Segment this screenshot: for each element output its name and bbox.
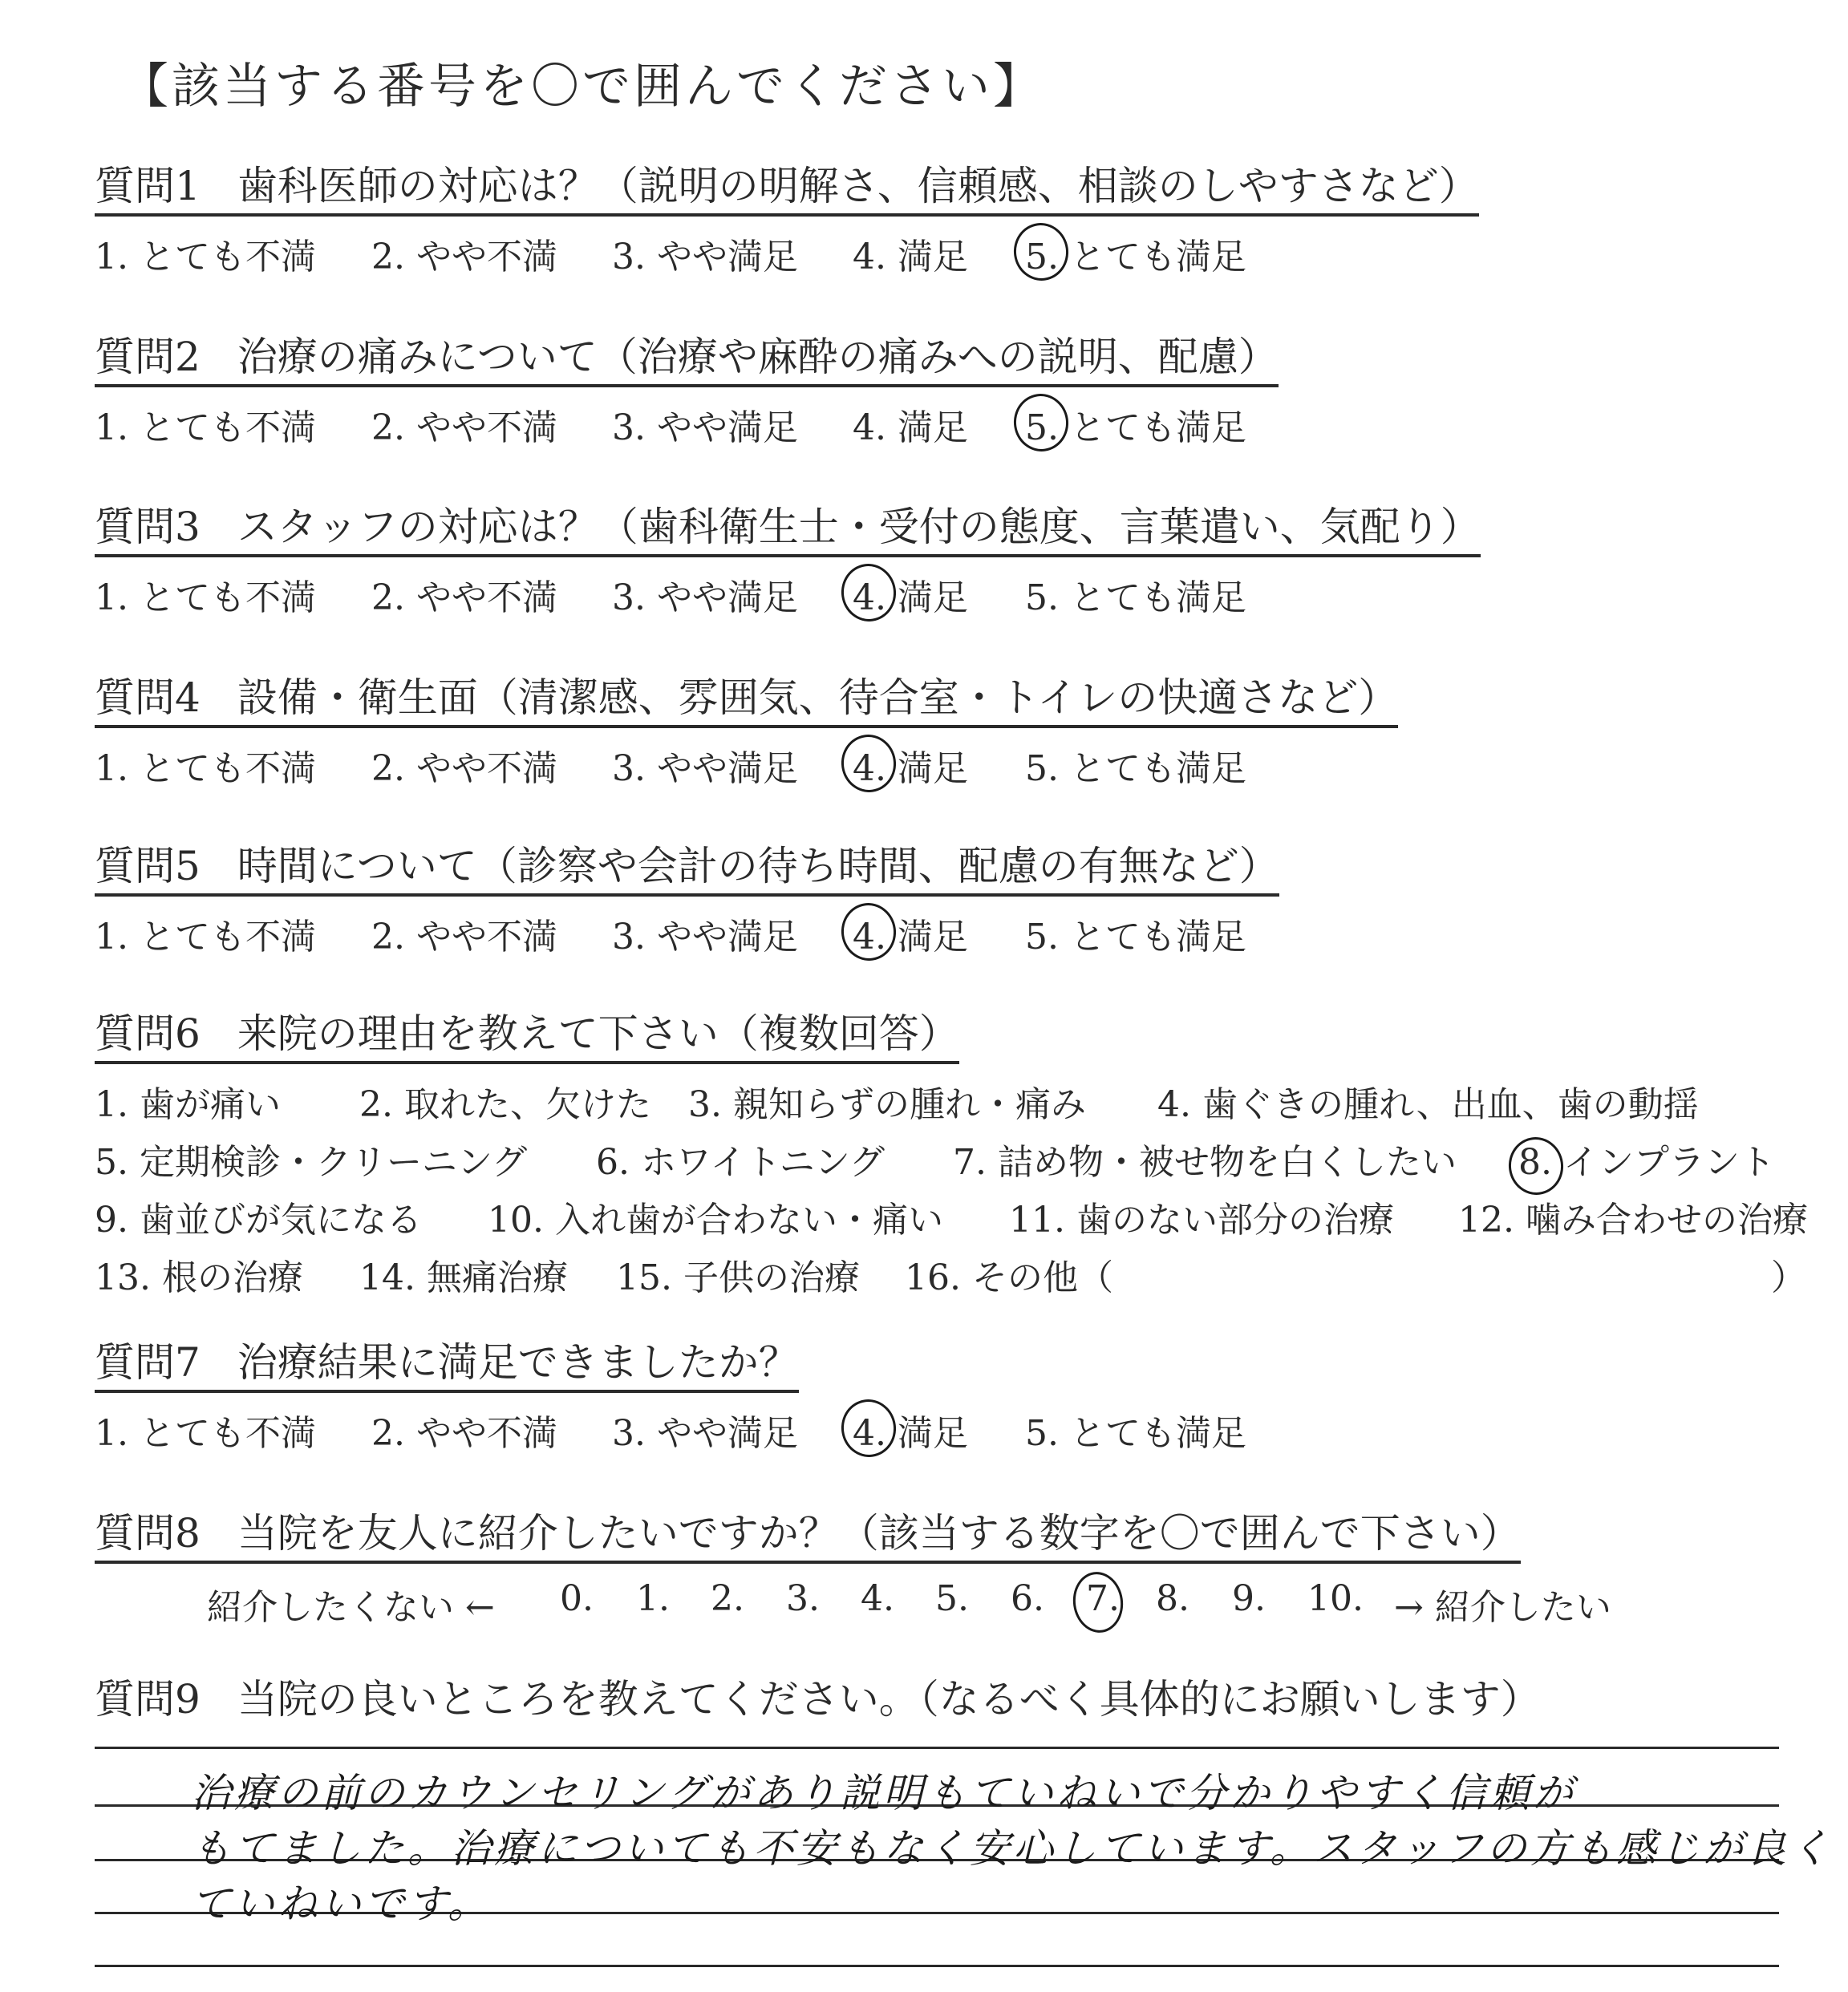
- selected-circle: 4. 満足: [853, 908, 968, 959]
- rating-option-1[interactable]: 1. とても不満: [95, 748, 316, 789]
- reason-item-9[interactable]: 9. 歯並びが気になる: [95, 1200, 422, 1241]
- rating-option-5-selected[interactable]: [1025, 228, 1246, 279]
- reason-item-5[interactable]: 5. 定期検診・クリーニング: [95, 1142, 528, 1183]
- question-number: 質問9: [95, 1676, 201, 1723]
- question-text: 来院の理由を教えて下さい（複数回答）: [237, 1010, 959, 1057]
- question-heading: [95, 335, 1279, 387]
- answer-rule-line: [95, 1747, 1779, 1749]
- rating-option-3[interactable]: 3. やや満足: [612, 1413, 798, 1454]
- reason-item-4[interactable]: 4. 歯ぐきの腫れ、出血、歯の動揺: [1157, 1084, 1699, 1125]
- question-text: 歯科医師の対応は？（説明の明解さ、信頼感、相談のしやすさなど）: [237, 163, 1479, 209]
- rating-option-2[interactable]: 2. やや不満: [371, 917, 557, 958]
- handwritten-answer-line-3: ていねいです。: [191, 1881, 491, 1927]
- scale-value-2[interactable]: 2.: [711, 1578, 744, 1619]
- reason-item-16[interactable]: 16. その他（: [905, 1257, 1113, 1298]
- rating-option-4-selected[interactable]: [853, 1404, 968, 1456]
- rating-option-4-selected[interactable]: [853, 739, 968, 791]
- question-9: [95, 1678, 1827, 1722]
- rating-option-3[interactable]: 3. やや満足: [612, 748, 798, 789]
- reason-item-14[interactable]: 14. 無痛治療: [359, 1257, 568, 1298]
- page-title: 【該当する番号を〇で囲んでください】: [120, 59, 1044, 115]
- rating-option-3[interactable]: 3. やや満足: [612, 407, 798, 448]
- rating-option-2[interactable]: 2. やや不満: [371, 237, 557, 277]
- question-8: [95, 1512, 1827, 1634]
- question-number: 質問1: [95, 163, 201, 209]
- rating-option-5[interactable]: 5. とても満足: [1025, 748, 1246, 789]
- reason-item-8-selected[interactable]: 8. インプラント: [1518, 1142, 1775, 1183]
- rating-option-4-selected[interactable]: [853, 908, 968, 959]
- handwritten-answer-line-2: もてました。治療についても不安もなく安心しています。スタッフの方も感じが良く: [191, 1825, 1833, 1872]
- reason-item-6[interactable]: 6. ホワイトニング: [596, 1142, 886, 1183]
- question-text: 治療結果に満足できましたか？: [237, 1339, 799, 1386]
- reason-row: [95, 1075, 1827, 1133]
- question-number: 質問2: [95, 334, 201, 380]
- question-heading: [95, 164, 1479, 217]
- rating-option-4-selected[interactable]: [853, 569, 968, 620]
- rating-option-3[interactable]: 3. やや満足: [612, 237, 798, 277]
- question-heading: [95, 1341, 799, 1393]
- scale-value-4[interactable]: 4.: [861, 1578, 894, 1619]
- rating-option-2[interactable]: 2. やや不満: [371, 577, 557, 618]
- question-number: 質問6: [95, 1010, 201, 1057]
- rating-option-4[interactable]: 4. 満足: [853, 407, 968, 448]
- rating-option-2[interactable]: 2. やや不満: [371, 748, 557, 789]
- question-5: [95, 844, 1827, 964]
- rating-option-5[interactable]: 5. とても満足: [1025, 1413, 1246, 1454]
- selected-circle: 5. とても満足: [1025, 228, 1246, 279]
- question-2: [95, 335, 1827, 455]
- question-number: 質問7: [95, 1339, 201, 1386]
- scale-value-10[interactable]: 10.: [1307, 1578, 1364, 1619]
- reason-item-7[interactable]: 7. 詰め物・被せ物を白くしたい: [953, 1142, 1457, 1183]
- scale-value-1[interactable]: 1.: [636, 1578, 670, 1619]
- reason-row: [95, 1133, 1827, 1191]
- rating-option-1[interactable]: 1. とても不満: [95, 407, 316, 448]
- reason-item-10[interactable]: 10. 入れ歯が合わない・痛い: [488, 1200, 943, 1241]
- selected-circle: 8.: [1518, 1142, 1552, 1183]
- recommend-scale: [95, 1578, 1827, 1634]
- question-text: スタッフの対応は？（歯科衛生士・受付の態度、言葉遣い、気配り）: [237, 504, 1481, 550]
- rating-option-1[interactable]: 1. とても不満: [95, 1413, 316, 1454]
- question-text: 当院を友人に紹介したいですか？（該当する数字を〇で囲んで下さい）: [237, 1510, 1521, 1557]
- scale-value-0[interactable]: 0.: [560, 1578, 594, 1619]
- question-7: [95, 1341, 1827, 1460]
- selected-circle: 4. 満足: [853, 1404, 968, 1456]
- question-number: 質問8: [95, 1510, 201, 1557]
- question-heading: [95, 676, 1398, 728]
- scale-right-label: → 紹介したい: [1394, 1587, 1611, 1628]
- rating-options: [95, 399, 1827, 455]
- rating-option-1[interactable]: 1. とても不満: [95, 577, 316, 618]
- rating-options: [95, 228, 1827, 284]
- other-close-paren: ）: [1771, 1257, 1806, 1298]
- rating-option-4[interactable]: 4. 満足: [853, 237, 968, 277]
- rating-option-1[interactable]: 1. とても不満: [95, 237, 316, 277]
- scale-value-3[interactable]: 3.: [786, 1578, 820, 1619]
- question-3: [95, 505, 1827, 625]
- question-heading: [95, 505, 1481, 557]
- selected-circle: 7.: [1086, 1578, 1120, 1619]
- question-4: [95, 676, 1827, 796]
- question-text: 当院の良いところを教えてください。（なるべく具体的にお願いします）: [237, 1676, 1541, 1723]
- question-number: 質問3: [95, 504, 201, 550]
- reason-row: [95, 1249, 1827, 1306]
- scale-value-6[interactable]: 6.: [1011, 1578, 1044, 1619]
- reason-item-13[interactable]: 13. 根の治療: [95, 1257, 303, 1298]
- reason-item-11[interactable]: 11. 歯のない部分の治療: [1009, 1200, 1394, 1241]
- answer-rule-line: [95, 1965, 1779, 1967]
- selected-circle: 4. 満足: [853, 739, 968, 791]
- reason-item-12[interactable]: 12. 噛み合わせの治療: [1458, 1200, 1808, 1241]
- rating-option-1[interactable]: 1. とても不満: [95, 917, 316, 958]
- reason-item-15[interactable]: 15. 子供の治療: [616, 1257, 860, 1298]
- scale-value-9[interactable]: 9.: [1232, 1578, 1266, 1619]
- scale-value-8[interactable]: 8.: [1156, 1578, 1189, 1619]
- answer-area[interactable]: [95, 1724, 1833, 1981]
- rating-option-3[interactable]: 3. やや満足: [612, 577, 798, 618]
- question-text: 設備・衛生面（清潔感、雰囲気、待合室・トイレの快適さなど）: [237, 674, 1399, 721]
- rating-option-5-selected[interactable]: [1025, 399, 1246, 450]
- rating-options: [95, 569, 1827, 625]
- selected-circle: 4. 満足: [853, 569, 968, 620]
- question-number: 質問5: [95, 843, 201, 889]
- rating-option-5[interactable]: 5. とても満足: [1025, 917, 1246, 958]
- rating-option-2[interactable]: 2. やや不満: [371, 407, 557, 448]
- rating-option-5[interactable]: 5. とても満足: [1025, 577, 1246, 618]
- selected-circle: 5. とても満足: [1025, 399, 1246, 450]
- question-1: [95, 164, 1827, 284]
- scale-left-label: 紹介したくない ←: [207, 1587, 495, 1628]
- reason-item-1[interactable]: 1. 歯が痛い: [95, 1084, 281, 1125]
- rating-option-2[interactable]: 2. やや不満: [371, 1413, 557, 1454]
- question-heading: [95, 1012, 959, 1064]
- question-6: [95, 1012, 1827, 1306]
- reason-item-2[interactable]: 2. 取れた、欠けた: [359, 1084, 651, 1125]
- question-text: 治療の痛みについて（治療や麻酔の痛みへの説明、配慮）: [237, 334, 1279, 380]
- rating-options: [95, 1404, 1827, 1460]
- rating-options: [95, 739, 1827, 796]
- handwritten-answer-line-1: 治療の前のカウンセリングがあり説明もていねいで分かりやすく信頼が: [191, 1770, 1576, 1816]
- scale-value-5[interactable]: 5.: [935, 1578, 969, 1619]
- question-text: 時間について（診察や会計の待ち時間、配慮の有無など）: [237, 843, 1279, 889]
- question-number: 質問4: [95, 674, 201, 721]
- rating-options: [95, 908, 1827, 964]
- rating-option-3[interactable]: 3. やや満足: [612, 917, 798, 958]
- reason-row: [95, 1191, 1827, 1249]
- question-heading: [95, 844, 1279, 897]
- scale-value-7-selected[interactable]: [1086, 1578, 1120, 1619]
- reason-item-3[interactable]: 3. 親知らずの腫れ・痛み: [688, 1084, 1086, 1125]
- question-heading: [95, 1512, 1521, 1564]
- question-heading: [95, 1678, 1827, 1722]
